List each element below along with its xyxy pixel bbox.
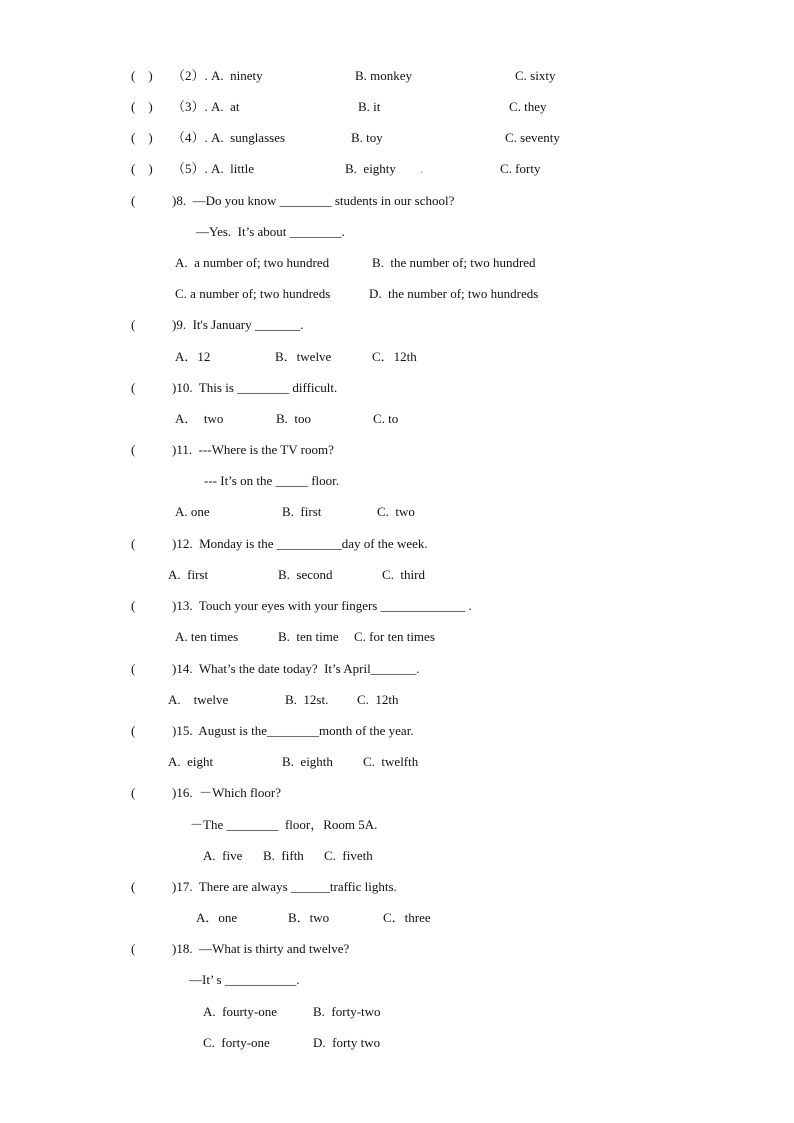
- option-a: A. eight: [168, 754, 214, 769]
- answer-paren[interactable]: (: [131, 598, 136, 613]
- question-stem: )15. August is the________month of the year.: [172, 723, 414, 738]
- question-stem-reply: —It’ s ___________.: [189, 972, 300, 987]
- option-c: C. to: [373, 411, 399, 426]
- question-stem: )8. —Do you know ________ students in our school?: [172, 193, 455, 208]
- question-stem-reply: －The ________ floor，Room 5A.: [190, 817, 378, 832]
- option-c: C. twelfth: [363, 754, 419, 769]
- option-b: B. forty-two: [313, 1004, 381, 1019]
- answer-paren[interactable]: (: [131, 941, 136, 956]
- question-stem-reply: —Yes. It’s about ________.: [196, 224, 345, 239]
- option-b: B．twelve: [275, 349, 332, 364]
- option-b: B. the number of; two hundred: [372, 255, 536, 270]
- option-b: B. 12st.: [285, 692, 329, 707]
- answer-paren[interactable]: (: [131, 879, 136, 894]
- option-b: B. it: [358, 99, 381, 114]
- option-c: C. seventy: [505, 130, 560, 145]
- question-stem: )11. ---Where is the TV room?: [172, 442, 334, 457]
- answer-paren[interactable]: ( ): [131, 68, 153, 83]
- option-a: （5）. A. little: [172, 161, 254, 176]
- option-a: （4）. A. sunglasses: [172, 130, 286, 145]
- option-c: C．12th: [372, 349, 417, 364]
- option-c: C. two: [377, 504, 415, 519]
- question-stem: )10. This is ________ difficult.: [172, 380, 338, 395]
- option-b: B. monkey: [355, 68, 413, 83]
- option-a: A. first: [168, 567, 209, 582]
- question-stem: )17. There are always ______traffic lights.: [172, 879, 397, 894]
- option-a: A．one: [196, 910, 238, 925]
- question-stem: )13. Touch your eyes with your fingers _____________ .: [172, 598, 472, 613]
- option-c: C．three: [383, 910, 431, 925]
- option-b: B. ten time: [278, 629, 339, 644]
- option-b: B. first: [282, 504, 322, 519]
- option-c: C. third: [382, 567, 425, 582]
- option-a: A. twelve: [168, 692, 229, 707]
- answer-paren[interactable]: (: [131, 661, 136, 676]
- option-a: （2）. A. ninety: [172, 68, 263, 83]
- option-c: C. forty-one: [203, 1035, 270, 1050]
- option-b: B．two: [288, 910, 330, 925]
- answer-paren[interactable]: (: [131, 785, 136, 800]
- question-stem: )14. What’s the date today? It’s April_______.: [172, 661, 420, 676]
- option-a: A. ten times: [175, 629, 239, 644]
- option-b: B. second: [278, 567, 333, 582]
- option-b: B. fifth: [263, 848, 304, 863]
- option-c: C. fiveth: [324, 848, 373, 863]
- answer-paren[interactable]: (: [131, 380, 136, 395]
- question-stem: )16. －Which floor?: [172, 785, 282, 800]
- question-stem: )12. Monday is the __________day of the week.: [172, 536, 428, 551]
- answer-paren[interactable]: ( ): [131, 99, 153, 114]
- option-b: B. too: [276, 411, 312, 426]
- option-a: A. a number of; two hundred: [175, 255, 330, 270]
- answer-paren[interactable]: (: [131, 723, 136, 738]
- answer-paren[interactable]: (: [131, 442, 136, 457]
- option-a: A. five: [203, 848, 243, 863]
- answer-paren[interactable]: ( ): [131, 130, 153, 145]
- option-c: C. 12th: [357, 692, 399, 707]
- option-d: D. the number of; two hundreds: [369, 286, 539, 301]
- option-a: A．12: [175, 349, 211, 364]
- option-b: B. toy: [351, 130, 383, 145]
- answer-paren[interactable]: (: [131, 317, 136, 332]
- option-c: C. sixty: [515, 68, 556, 83]
- option-c: C. for ten times: [354, 629, 435, 644]
- option-c: C. forty: [500, 161, 541, 176]
- answer-paren[interactable]: (: [131, 193, 136, 208]
- option-c: C. they: [509, 99, 547, 114]
- stray-dot: .: [420, 161, 424, 176]
- question-stem-reply: --- It’s on the _____ floor.: [204, 473, 340, 488]
- option-a: A. fourty-one: [203, 1004, 278, 1019]
- option-d: D. forty two: [313, 1035, 381, 1050]
- answer-paren[interactable]: (: [131, 536, 136, 551]
- question-stem: )18. —What is thirty and twelve?: [172, 941, 350, 956]
- option-b: B. eighth: [282, 754, 333, 769]
- option-b: B. eighty: [345, 161, 396, 176]
- option-a: （3）. A. at: [172, 99, 240, 114]
- answer-paren[interactable]: ( ): [131, 161, 153, 176]
- option-c: C. a number of; two hundreds: [175, 286, 331, 301]
- question-stem: )9. It's January _______.: [172, 317, 304, 332]
- option-a: A． two: [175, 411, 224, 426]
- option-a: A. one: [175, 504, 210, 519]
